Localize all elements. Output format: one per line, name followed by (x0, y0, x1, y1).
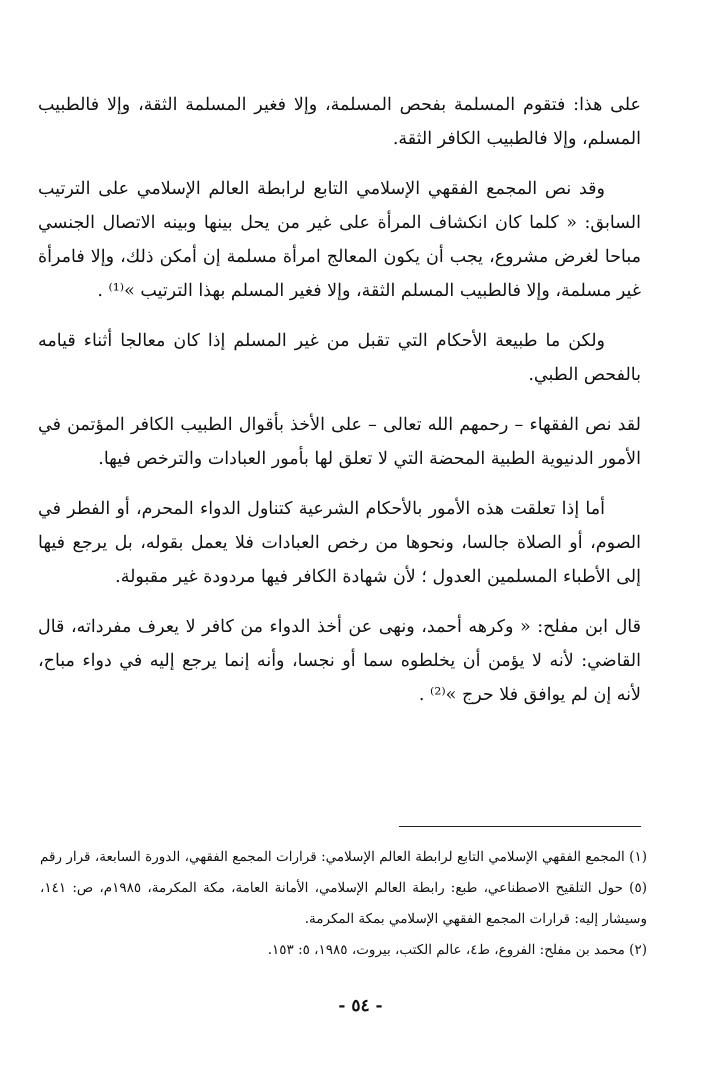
paragraph-6: قال ابن مفلح: « وكرهه أحمد، ونهى عن أخذ الدواء من كافر لا يعرف مفرداته، قال القاضي: لأنه لا يؤمن أن يخلطوه سما أو نجسا، وأنه إنما يرجع إليه في دواء مباح، لأنه إن لم يوافق فلا حرج »⁽²⁾ . (38, 617, 641, 705)
paragraph-3: ولكن ما طبيعة الأحكام التي تقبل من غير المسلم إذا كان معالجا أثناء قيامه بالفحص الطبي. (38, 331, 641, 385)
page-number: - ٥٤ - (338, 996, 383, 1016)
footnote-divider (399, 826, 641, 827)
footnote-1: (١) المجمع الفقهي الإسلامي التابع لرابطة العالم الإسلامي: قرارات المجمع الفقهي، الدورة السابعة، قرار رقم (٥) حول التلقيح الاصطناعي، طبع: رابطة العالم الإسلامي، الأمانة العامة، مكة المكرمة، ١٩٨٥م، ص: ١٤١، وسيشار إليه: قرارات المجمع الفقهي الإسلامي بمكة المكرمة. (40, 849, 647, 927)
main-text (38, 88, 641, 728)
paragraph-1: على هذا: فتقوم المسلمة بفحص المسلمة، وإلا فغير المسلمة الثقة، وإلا فالطبيب المسلم، وإلا فالطبيب الكافر الثقة. (38, 95, 641, 149)
paragraph-2: وقد نص المجمع الفقهي الإسلامي التابع لرابطة العالم الإسلامي على الترتيب السابق: « كلما كان انكشاف المرأة على غير من يحل بينها وبينه الاتصال الجنسي مباحا لغرض مشروع، يجب أن يكون المعالج امرأة مسلمة إن أمكن ذلك، وإلا فامرأة غير مسلمة، وإلا فالطبيب المسلم الثقة، وإلا فغير المسلم بهذا الترتيب »⁽¹⁾ . (38, 179, 641, 301)
footnotes (40, 842, 647, 966)
footnote-2: (٢) محمد بن مفلح: الفروع، ط٤، عالم الكتب، بيروت، ١٩٨٥، ٥: ١٥٣. (267, 942, 647, 958)
paragraph-5: أما إذا تعلقت هذه الأمور بالأحكام الشرعية كتناول الدواء المحرم، أو الفطر في الصوم، أو الصلاة جالسا، ونحوها من رخص العبادات فلا يعمل بقوله، بل يرجع فيها إلى الأطباء المسلمين العدول ؛ لأن شهادة الكافر فيها مردودة غير مقبولة. (38, 499, 641, 587)
paragraph-4: لقد نص الفقهاء – رحمهم الله تعالى – على الأخذ بأقوال الطبيب الكافر المؤتمن في الأمور الدنيوية الطبية المحضة التي لا تعلق لها بأمور العبادات والترخص فيها. (38, 415, 641, 469)
